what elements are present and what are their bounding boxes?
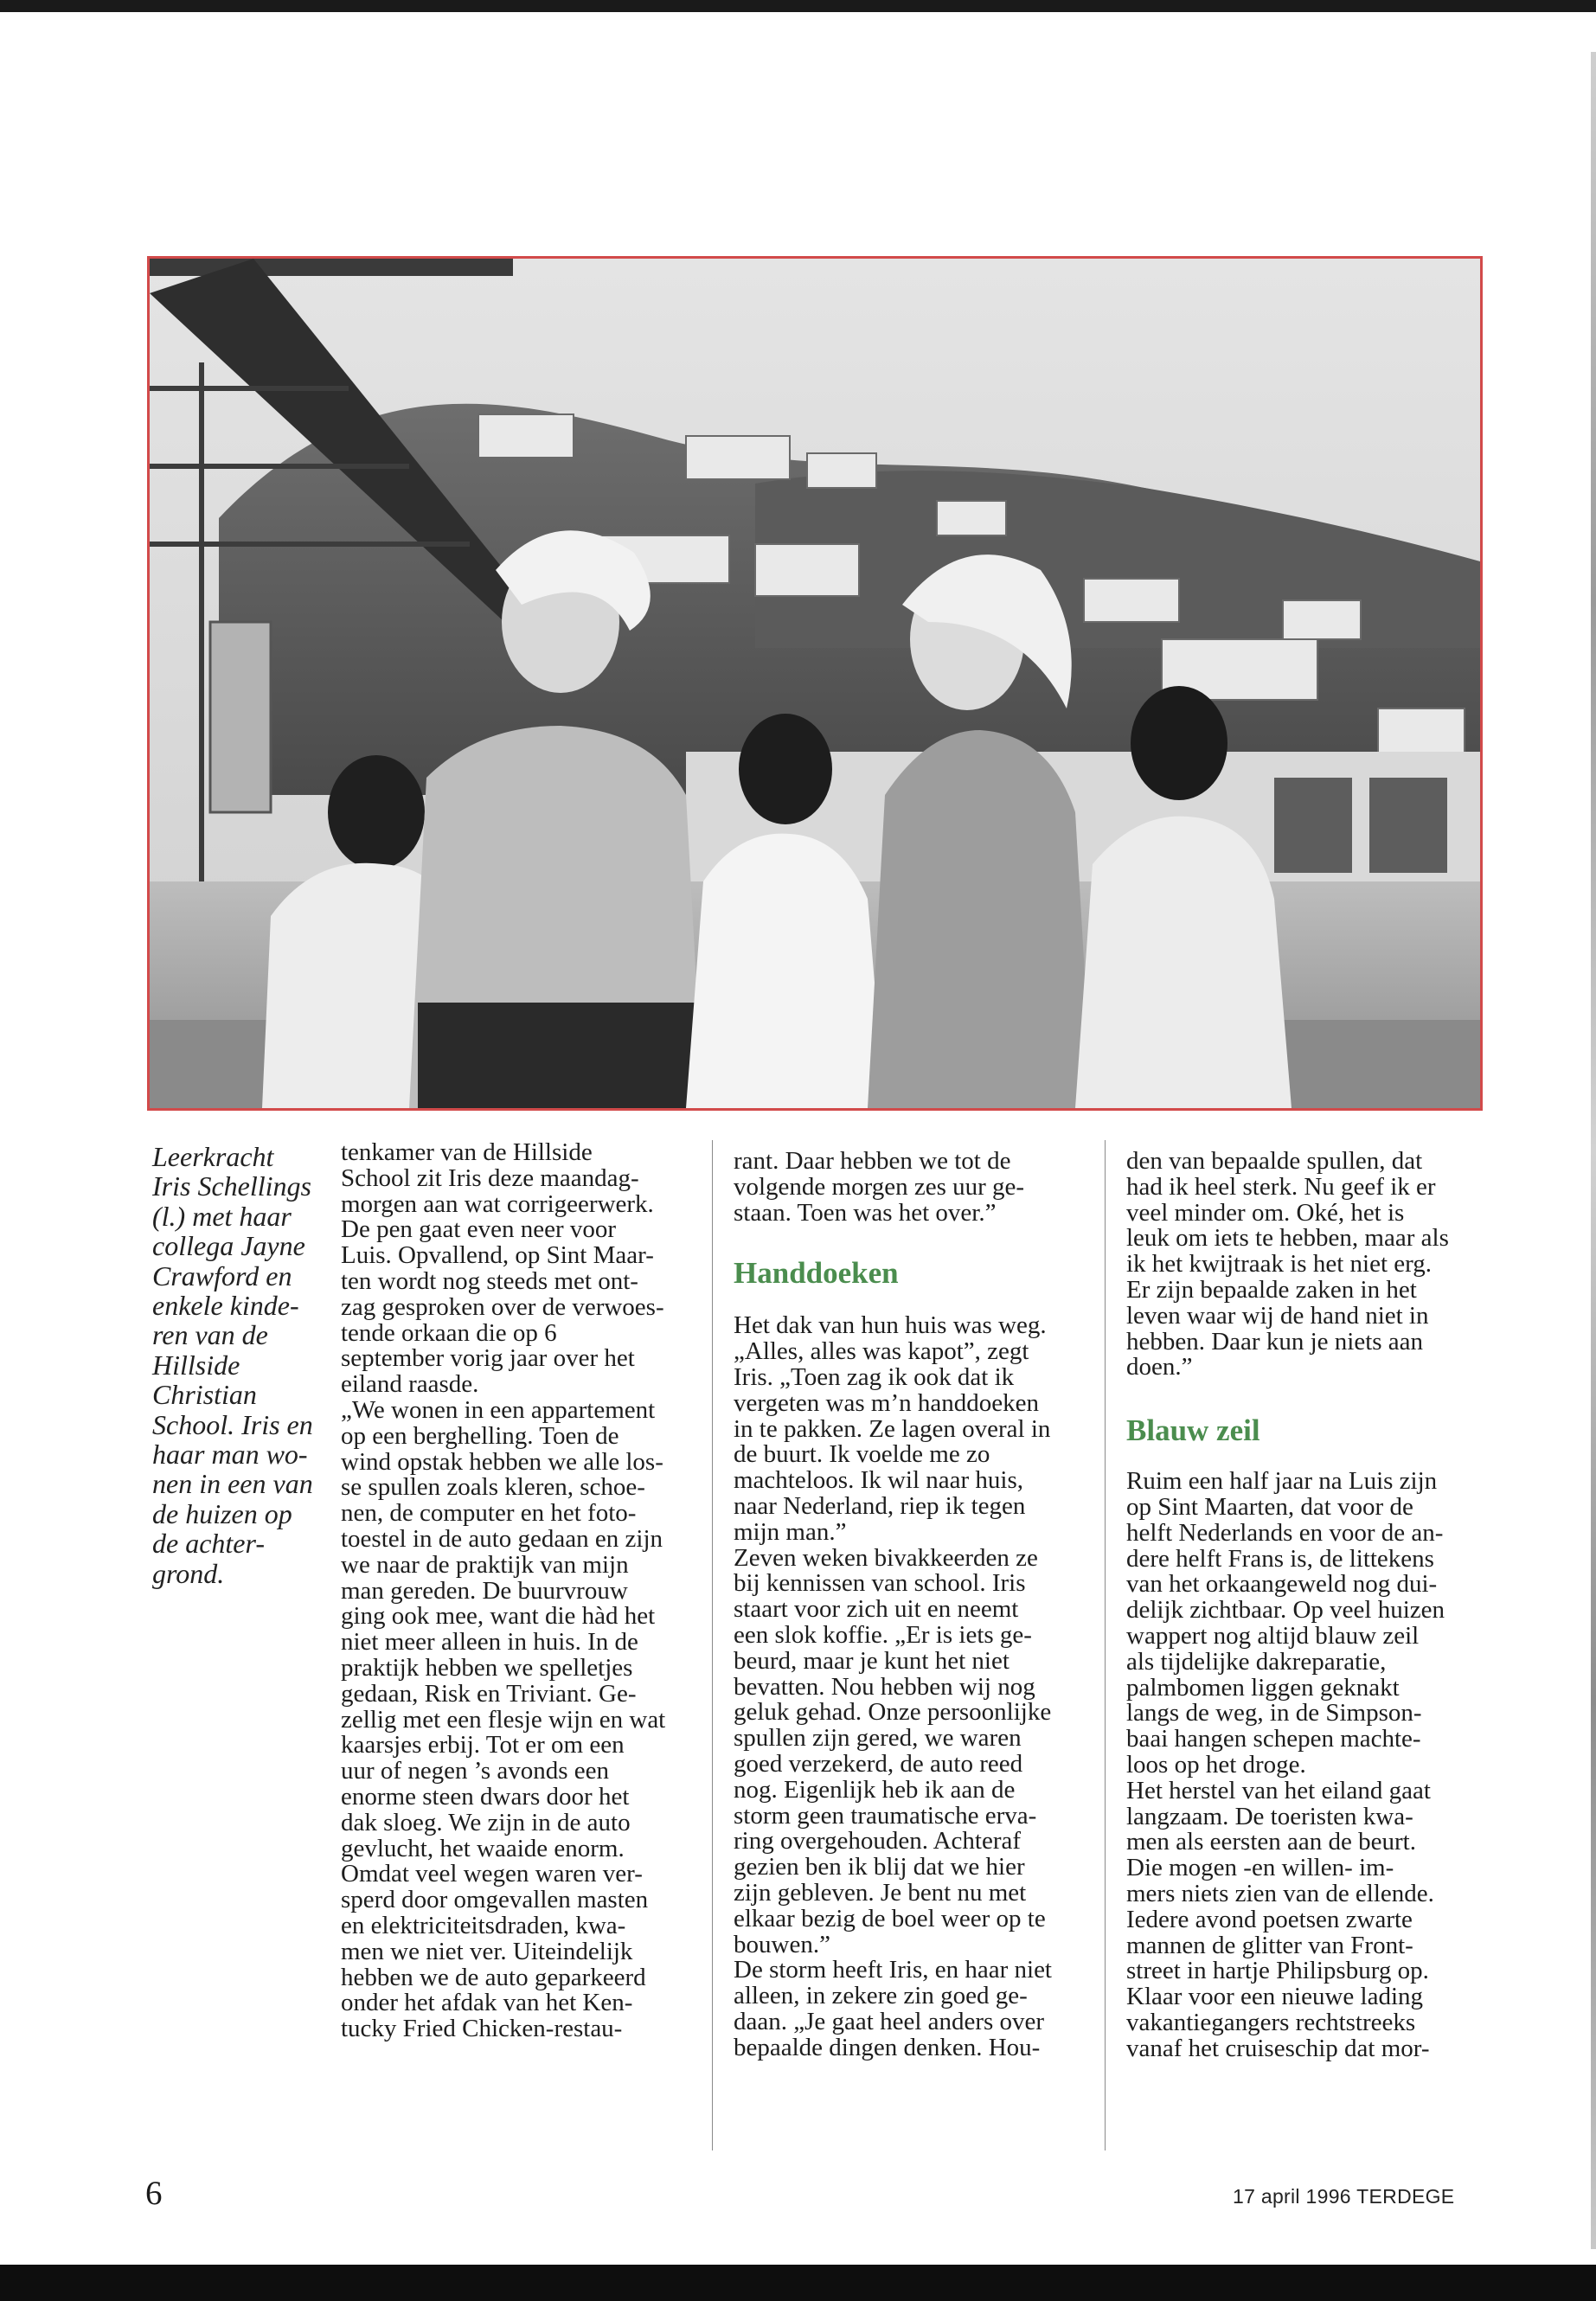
paragraph: Het herstel van het eiland gaat langzaam. De toeristen kwa- men als eersten aan de beurt. Die mogen -en willen- im- mers niets zien van de ellende. Iedere avond poetsen zwarte mannen de glitter van Front- street in hartje Philipsburg op. Klaar voor een nieuwe lading vakantiegangers rechtstreeks vanaf het cruiseschip dat mor- (1126, 1776, 1434, 2062)
top-rule (0, 0, 1596, 12)
paragraph: Zeven weken bivakkeerden ze bij kennissen van school. Iris staart voor zich uit en neemt een slok koffie. „Er is iets ge- beurd, maar je kunt het niet bevatten. Nou hebben wij nog geluk gehad. Onze persoonlijke spullen zijn gered, we waren goed verzekerd, de auto reed nog. Eigenlijk heb ik aan de storm geen traumatische erva- ring overgehouden. Achteraf gezien ben ik blij dat we hier zijn gebleven. Je bent nu met elkaar bezig de boel weer op te bouwen.” (734, 1543, 1052, 1958)
article-column-1 (341, 1140, 676, 2042)
photo-illustration (150, 259, 1480, 1108)
paragraph: tenkamer van de Hillside School zit Iris deze maandag- morgen aan wat corrigeerwerk. De pen gaat even neer voor Luis. Opvallend, op Sint Maar- ten wordt nog steeds met ont- zag gesproken over de verwoes- tende orkaan die op 6 september vorig jaar over het eiland raasde. (341, 1138, 664, 1399)
paragraph: De storm heeft Iris, en haar niet alleen, in zekere zin goed ge- daan. „Je gaat heel anders over bepaalde dingen denken. Hou- (734, 1956, 1052, 2061)
page-edge-shadow (1591, 52, 1596, 2249)
article-column-2 (734, 1149, 1069, 2061)
photo-caption: Leerkracht Iris Schellings (l.) met haar collega Jayne Crawford en enkele kinde- ren van de Hillside Christian School. Iris en haar man wo- nen in een van de huizen op de achter- grond. (152, 1141, 313, 1589)
column-divider (712, 1140, 713, 2150)
page-number: 6 (145, 2175, 163, 2212)
subheading-blauw-zeil: Blauw zeil (1126, 1413, 1260, 1448)
paragraph: rant. Daar hebben we tot de volgende morgen zes uur ge- staan. Toen was het over.” (734, 1147, 1025, 1227)
article-photo (147, 256, 1483, 1111)
column-divider (1105, 1140, 1106, 2150)
paragraph: Ruim een half jaar na Luis zijn op Sint Maarten, dat voor de helft Nederlands en voor de an- dere helft Frans is, de littekens van het orkaangeweld nog dui- delijk zichtbaar. Op veel huizen wappert nog altijd blauw zeil als tijdelijke dakreparatie, palmbomen liggen geknakt langs de weg, in de Simpson- baai hangen schepen machte- loos op het droge. (1126, 1467, 1445, 1779)
article-column-3 (1126, 1149, 1462, 2062)
paragraph: den van bepaalde spullen, dat had ik heel sterk. Nu geef ik er veel minder om. Oké, het is leuk om iets te hebben, maar als ik het kwijtraak is het niet erg. Er zijn bepaalde zaken in het leven waar wij de hand niet in hebben. Daar kun je niets aan doen.” (1126, 1147, 1449, 1381)
subheading-handdoeken: Handdoeken (734, 1256, 899, 1291)
paragraph: „We wonen in een appartement op een berghelling. Toen de wind opstak hebben we alle los- se spullen zoals kleren, schoe- nen, de computer en het foto- toestel in de auto gedaan en zijn we naar de praktijk van mijn man gereden. De buurvrouw ging ook mee, want die hàd het niet meer alleen in huis. In de praktijk hebben we spelletjes gedaan, Risk en Triviant. Ge- zellig met een flesje wijn en wat kaarsjes erbij. Tot er om een uur of negen ’s avonds een enorme steen dwars door het dak sloeg. We zijn in de auto gevlucht, het waaide enorm. Omdat veel wegen waren ver- sperd door omgevallen masten en elektriciteitsdraden, kwa- men we niet ver. Uiteindelijk hebben we de auto geparkeerd onder het afdak van het Ken- tucky Fried Chicken-restau- (341, 1395, 666, 2043)
bottom-band (0, 2265, 1596, 2301)
footer-issue-date: 17 april 1996 TERDEGE (1233, 2185, 1455, 2208)
paragraph: Het dak van hun huis was weg. „Alles, alles was kapot”, zegt Iris. „Toen zag ik ook dat ik vergeten was m’n handdoeken in te pakken. Ze lagen overal in de buurt. Ik voelde me zo machteloos. Ik wil naar huis, naar Nederland, riep ik tegen mijn man.” (734, 1311, 1051, 1546)
